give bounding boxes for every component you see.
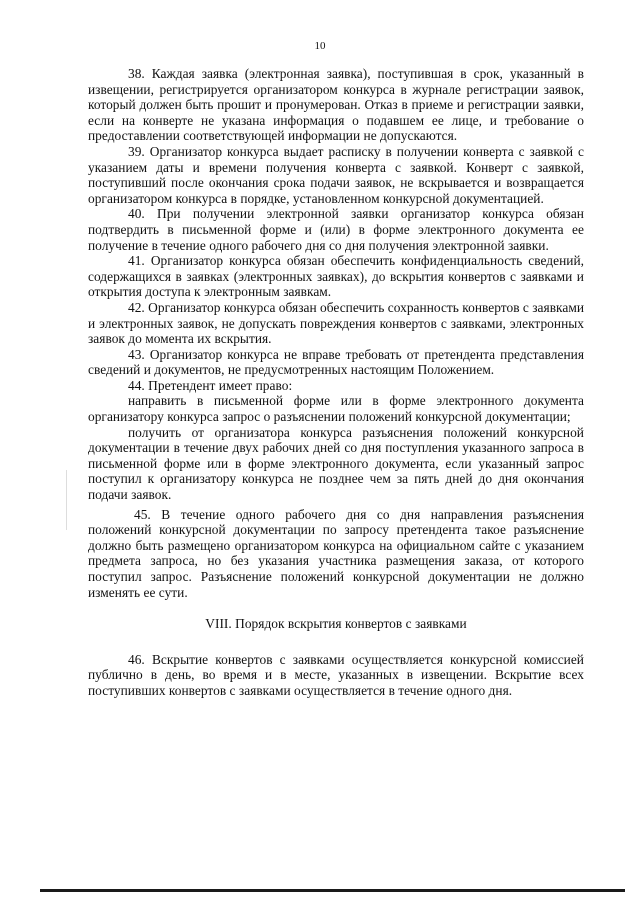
- paragraph-38: 38. Каждая заявка (электронная заявка), поступившая в срок, указанный в извещении, регистрируется организатором конкурса в журнале регистрации заявок, который должен быть прошит и пронумерован. Отказ в приеме и регистрации заявки, если на конверте не указана информация о подавшем ее лице, и требование о предоставлении соответствующей информации не допускаются.: [88, 66, 584, 144]
- page-number: 10: [314, 40, 326, 52]
- paragraph-45: 45. В течение одного рабочего дня со дня направления разъяснения положений конкурсной документации по запросу претендента такое разъяснение должно быть размещено организатором конкурса на официальном сайте с указанием предмета запроса, но без указания участника размещения заказа, от которого поступил запрос. Разъяснение положений конкурсной документации не должно изменять ее сути.: [88, 506, 584, 600]
- section-heading: VIII. Порядок вскрытия конвертов с заявками: [205, 616, 467, 632]
- paragraph-44-item-2: получить от организатора конкурса разъяснения положений конкурсной документации в течение двух рабочих дней со дня поступления указанного запроса в письменной форме или в форме электронного документа, если указанный запрос поступил к организатору конкурса не позднее чем за пять дней до дня окончания подачи заявок.: [88, 424, 584, 503]
- paragraph-41: 41. Организатор конкурса обязан обеспечить конфиденциальность сведений, содержащихся в заявках (электронных заявках), до вскрытия конвертов с заявками и открытия доступа к электронным заявкам.: [88, 253, 584, 300]
- paragraph-39: 39. Организатор конкурса выдает расписку в получении конверта с заявкой с указанием даты и времени получения конверта с заявкой. Конверт с заявкой, поступивший после окончания срока подачи заявок, не вскрывается и возвращается организатором конкурса в порядке, установленном конкурсной документацией.: [88, 143, 584, 206]
- paragraph-42: 42. Организатор конкурса обязан обеспечить сохранность конвертов с заявками и электронных заявок, не допускать повреждения конвертов с заявками, электронных заявок до момента их вскрытия.: [88, 299, 585, 347]
- scan-artifact: [66, 470, 67, 530]
- paragraph-40: 40. При получении электронной заявки организатор конкурса обязан подтвердить в письменной форме и (или) в форме электронного документа ее получение в течение одного рабочего дня со дня получения электронной заявки.: [88, 206, 584, 253]
- bottom-scan-rule: [40, 889, 625, 892]
- paragraph-43: 43. Организатор конкурса не вправе требовать от претендента представления сведений и документов, не предусмотренных настоящим Положением.: [88, 346, 584, 378]
- paragraph-44: 44. Претендент имеет право:: [128, 377, 293, 393]
- paragraph-46: 46. Вскрытие конвертов с заявками осуществляется конкурсной комиссией публично в день, во время и в месте, указанных в извещении. Вскрытие всех поступивших конвертов с заявками осуществляется в течение одного дня.: [88, 651, 584, 698]
- document-body: [88, 66, 584, 699]
- paragraph-44-item-1: направить в письменной форме или в форме электронного документа организатору конкурса запрос о разъяснении положений конкурсной документации;: [88, 393, 584, 425]
